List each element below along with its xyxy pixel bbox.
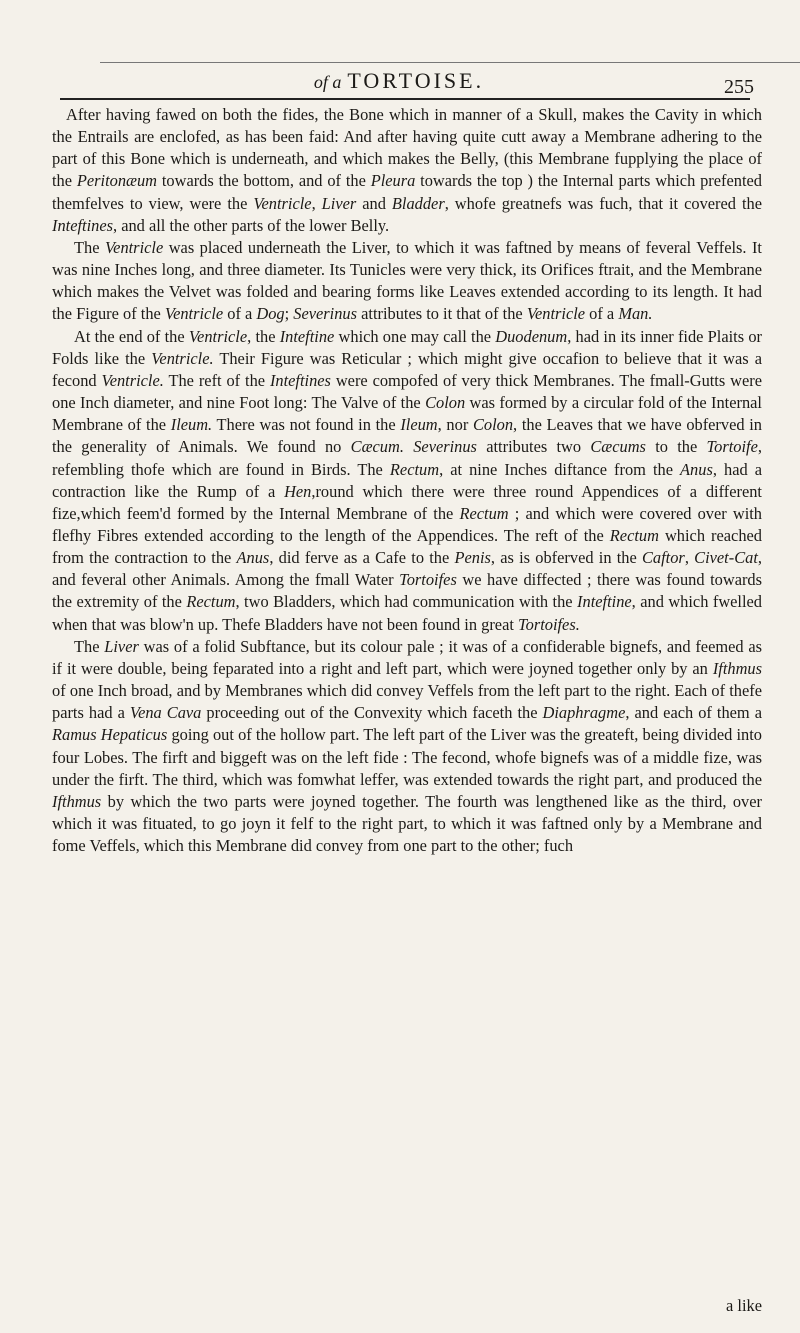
italic-term: Inteftines — [52, 215, 113, 235]
text-run: , did ferve as a Cafe to the — [269, 548, 455, 568]
italic-term: Rectum — [609, 525, 659, 545]
text-run: by which the two parts were joyned together. The fourth was lengthened like as the third, over which it was fituated, to go joyn it felf to the right part, to which it was faftned only by a Membrane and fome Veffels, which this Membrane did convey from one part to the other; fuch — [52, 791, 762, 856]
italic-term: Cæcums — [590, 437, 646, 457]
italic-term: Severinus — [293, 304, 358, 324]
text-run: , two Bladders, which had communication with the — [235, 592, 578, 612]
text-run: towards the top ) the Internal parts which prefented themfelves to view, were the — [52, 171, 762, 213]
text-run: of a — [223, 304, 257, 324]
italic-term: Ventricle. — [101, 370, 164, 390]
italic-term: Cæcum. — [350, 437, 404, 457]
italic-term: Tortoife — [706, 437, 758, 457]
text-run: , as is obferved in the — [490, 548, 642, 568]
italic-term: Ifthmus — [52, 791, 102, 811]
text-run: , whofe greatnefs was fuch, that it covered the — [444, 193, 762, 213]
text-run: was placed underneath the Liver, to which it was faftned by means of feveral Veffels. It was nine Inches long, and three diameter. Its Tunicles were very thick, its Orifices ftrait, and the Membrane which makes the Velvet was folded and bearing forms like Leaves extended according to its length. It had the Figure of the — [52, 237, 762, 324]
text-run: , the Leaves that we have obferved in the generality of Animals. We found no — [52, 415, 762, 457]
italic-term: Peritonæum — [76, 171, 158, 191]
italic-term: Tortoifes. — [518, 614, 580, 634]
italic-term: Man. — [618, 304, 653, 324]
text-run: was formed by a circular fold of the Internal Membrane of the — [52, 393, 762, 435]
italic-term: Rectum — [459, 503, 509, 523]
paragraph — [52, 104, 762, 237]
text-run: Their Figure was Reticular ; which might give occafion to believe that it was a fecond — [52, 348, 762, 390]
text-run: , at nine Inches diftance from the — [439, 459, 681, 479]
italic-term: Caftor — [642, 548, 685, 568]
italic-term: Diaphragme — [542, 703, 626, 723]
text-run: towards the bottom, and of the — [157, 171, 371, 191]
italic-term: Inteftine — [577, 592, 632, 612]
text-run — [404, 437, 413, 456]
text-run: , and each of them a — [625, 703, 762, 723]
text-run: , and which fwelled when that was blow'n up. Thefe Bladders have not been found in great — [52, 592, 763, 634]
text-run: which reached from the contraction to the — [52, 525, 763, 568]
text-run: , and all the other parts of the lower Belly. — [113, 215, 390, 235]
italic-term: Ventricle — [526, 304, 586, 324]
italic-term: Duodenum — [495, 326, 568, 346]
italic-term: Ileum. — [170, 415, 213, 435]
italic-term: Ventricle — [104, 237, 164, 257]
italic-term: Inteftines — [269, 370, 331, 390]
catchword: a like — [726, 1296, 762, 1315]
text-run: There was not found in the — [212, 415, 401, 435]
italic-term: Rectum — [389, 459, 440, 479]
text-run: The — [74, 636, 105, 656]
italic-term: Penis — [454, 548, 491, 568]
italic-term: Rectum — [186, 592, 236, 612]
italic-term: Hen — [284, 481, 312, 501]
text-run: we have diffected ; there was found towards the extremity of the — [52, 570, 762, 612]
text-run: which one may call the — [334, 326, 496, 346]
italic-term: Liver — [104, 636, 139, 656]
text-run: At the end of the — [74, 326, 189, 346]
italic-term: Colon — [472, 415, 514, 435]
text-run: , nor — [437, 415, 473, 435]
italic-term: Inteftine — [279, 326, 335, 346]
italic-term: Tortoifes — [399, 570, 457, 590]
text-run: and — [356, 193, 392, 213]
text-run: were compofed of very thick Membranes. The fmall-Gutts were one Inch diameter, and nine Foot long: The Valve of the — [52, 370, 762, 413]
italic-term: Ventricle — [188, 326, 248, 346]
italic-term: Bladder — [391, 193, 445, 213]
text-run: The — [74, 237, 105, 257]
running-title — [40, 68, 758, 94]
italic-term: Ifthmus — [712, 658, 762, 678]
text-run: The reft of the — [163, 370, 270, 390]
italic-term: Dog — [256, 304, 285, 324]
italic-term: Severinus — [413, 437, 477, 457]
text-run: ; and which were covered over with flefhy Fibres extended according to the length of the Appendices. The reft of the — [52, 503, 763, 545]
running-header — [40, 62, 758, 102]
header-rule — [60, 98, 750, 100]
page-number: 255 — [724, 76, 754, 98]
text-run: of one Inch broad, and by Membranes which did convey Veffels from the left part to the right. Each of thefe parts had a — [52, 681, 762, 723]
text-run: , and feveral other Animals. Among the fmall Water — [52, 548, 762, 590]
paragraph — [52, 237, 762, 326]
italic-term: Pleura — [370, 171, 416, 191]
italic-term: Colon — [425, 393, 466, 413]
italic-term: Ileum — [400, 415, 438, 435]
text-run: to the — [645, 437, 707, 457]
text-run: , refembling thofe which are found in Birds. The — [52, 437, 762, 479]
paragraph — [52, 636, 762, 858]
body-text — [52, 104, 762, 857]
text-run: After having fawed on both the fides, the Bone which in manner of a Skull, makes the Cavity in which the Entrails are enclofed, as has been faid: And after having quite cutt away a Membrane adhering to the part of this Bone which is underneath, and which makes the Belly, (this Membrane fupplying the place of the — [52, 105, 762, 191]
header-top-rule — [100, 62, 800, 63]
text-run: of a — [585, 304, 619, 324]
text-run: ; — [284, 304, 294, 324]
text-run: , — [311, 193, 322, 213]
italic-term: Civet-Cat — [694, 548, 758, 568]
italic-term: Ventricle — [253, 193, 312, 213]
running-title-text: TORTOISE. — [347, 68, 485, 93]
text-run: ,round which there were three round Appendices of a different fize,which feem'd formed by the Internal Membrane of the — [52, 481, 762, 523]
running-title-prefix: of a — [313, 72, 342, 92]
text-run: going out of the hollow part. The left part of the Liver was the greateft, being divided into four Lobes. The firft and biggeft was on the left fide : The fecond, whofe bignefs was of a middle fize, was under the firft. The third, which was fomwhat leffer, was extended towards the right part, and produced the — [52, 725, 762, 789]
italic-term: Ventricle. — [151, 348, 214, 368]
italic-term: Anus — [236, 548, 270, 568]
text-run: , had in its inner fide Plaits or Folds like the — [52, 326, 762, 368]
text-run: attributes two — [476, 437, 591, 457]
italic-term: Anus — [680, 459, 713, 479]
italic-term: Vena Cava — [129, 703, 202, 723]
italic-term: Ramus Hepaticus — [52, 725, 168, 745]
italic-term: Ventricle — [164, 304, 224, 324]
text-run: , the — [247, 326, 280, 346]
italic-term: Liver — [321, 193, 357, 213]
text-run: attributes to it that of the — [357, 304, 527, 324]
paragraph — [52, 326, 762, 636]
text-run: proceeding out of the Convexity which faceth the — [201, 703, 543, 723]
text-run: was of a folid Subftance, but its colour pale ; it was of a confiderable bignefs, and feemed as if it were double, being feparated into a right and left part, which were joyned together only by an — [52, 636, 762, 678]
text-run: , — [684, 548, 695, 568]
text-run: , had a contraction like the Rump of a — [52, 459, 762, 501]
